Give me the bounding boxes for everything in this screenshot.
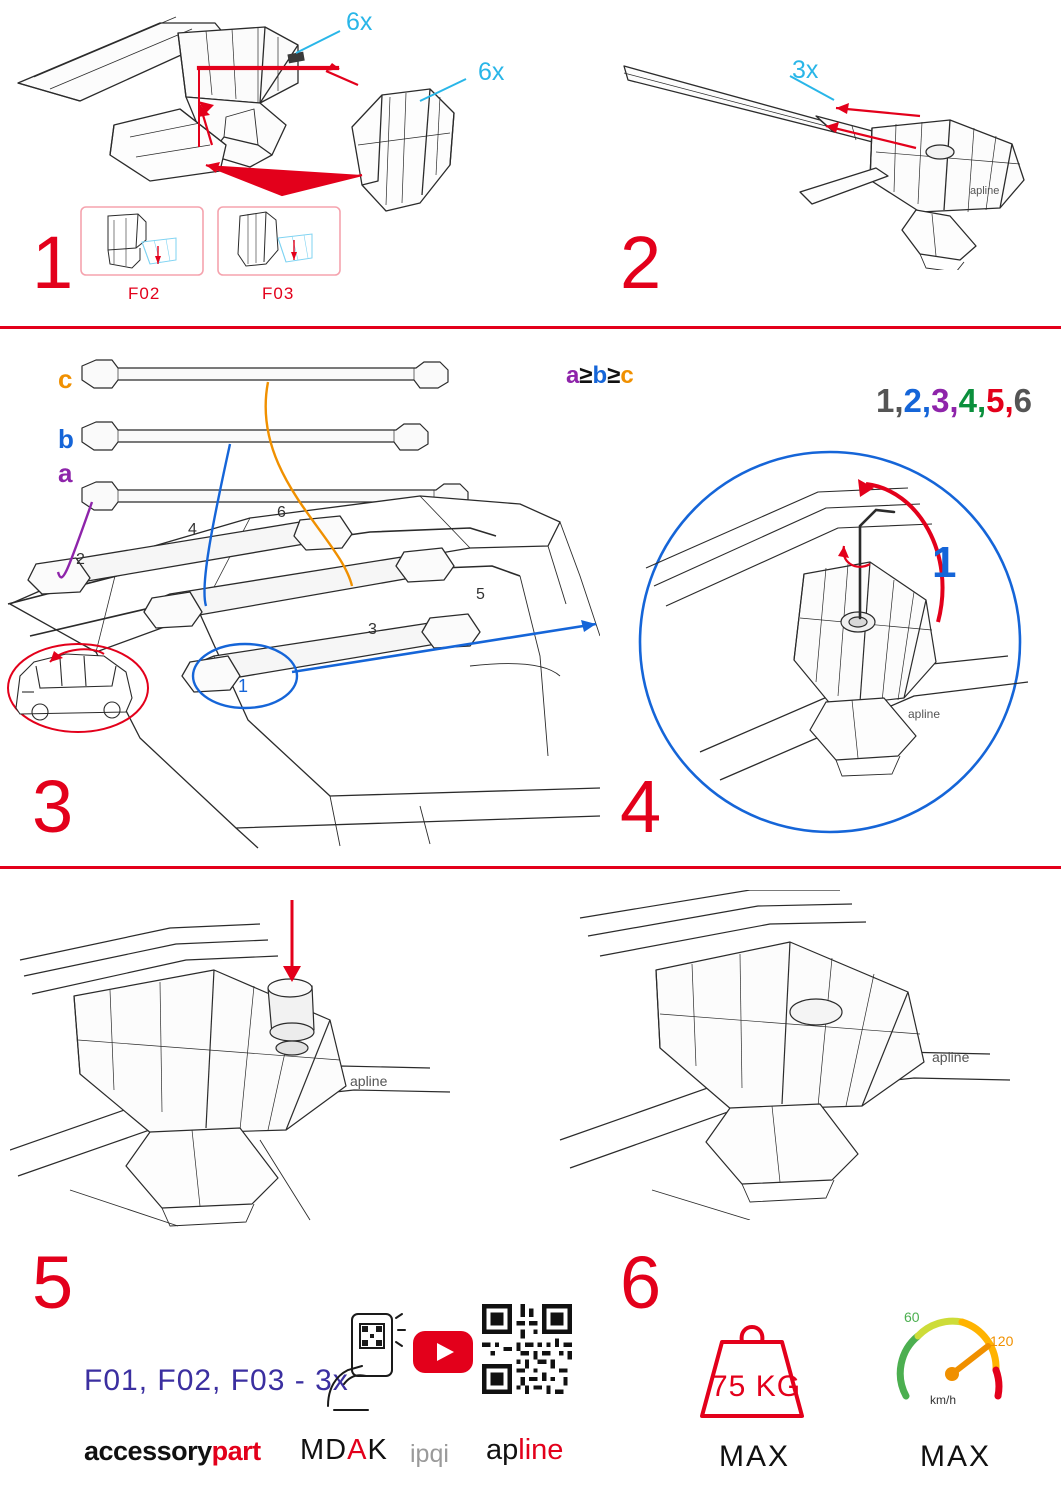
qr-code[interactable] xyxy=(482,1304,572,1394)
brand-ipqi-label: ipqi xyxy=(410,1440,449,1468)
step-number-6: 6 xyxy=(620,1241,660,1324)
kit-code-label: F01, F02, F03 - 3x xyxy=(84,1364,349,1397)
svg-text:60: 60 xyxy=(904,1309,920,1325)
callout-6x-second: 6x xyxy=(478,58,505,86)
step-6-illustration xyxy=(540,890,1040,1220)
brand-apline-b: line xyxy=(518,1434,564,1466)
brand-apline-a: ap xyxy=(486,1434,519,1466)
brand-accessorypart-a: accessory xyxy=(84,1436,212,1466)
brand-apline xyxy=(486,1434,563,1467)
youtube-icon[interactable] xyxy=(412,1330,474,1374)
bar-label-c: c xyxy=(58,364,73,394)
part-label-f03: F03 xyxy=(262,284,295,303)
callout-3x: 3x xyxy=(792,56,819,84)
bar-label-a: a xyxy=(58,458,73,488)
mount-number-4: 4 xyxy=(188,521,197,538)
part-label-f02: F02 xyxy=(128,284,161,303)
row-divider-1 xyxy=(0,326,1061,329)
step-number-1: 1 xyxy=(32,221,72,304)
step-1-part-boxes xyxy=(80,206,342,302)
row-divider-2 xyxy=(0,866,1061,869)
brand-mdak-a: MD xyxy=(300,1434,348,1466)
tightening-sequence: 1,2,3,4,5,6 xyxy=(876,382,1033,419)
step-number-2: 2 xyxy=(620,221,660,304)
svg-text:km/h: km/h xyxy=(930,1393,957,1407)
brand-accessorypart xyxy=(84,1436,261,1467)
max-speed-icon xyxy=(888,1300,1018,1428)
bar-length-rule: a≥b≥c xyxy=(566,362,634,389)
step-number-5: 5 xyxy=(32,1241,72,1324)
brand-mdak xyxy=(300,1434,388,1467)
max-weight-value: 75 KG xyxy=(711,1370,802,1403)
mount-number-1-circled: 1 xyxy=(238,676,249,696)
max-weight-label: MAX xyxy=(719,1440,791,1473)
step-4-illustration xyxy=(608,450,1056,850)
mount-number-6: 6 xyxy=(277,504,286,521)
brand-accessorypart-b: part xyxy=(211,1436,261,1466)
bar-label-b: b xyxy=(58,424,74,454)
brand-ipqi xyxy=(410,1440,449,1469)
svg-text:apline: apline xyxy=(908,707,941,721)
step-2-illustration xyxy=(620,40,1050,270)
max-weight-icon xyxy=(694,1312,810,1424)
step-3-illustration xyxy=(0,336,600,856)
svg-text:apline: apline xyxy=(350,1073,388,1089)
scan-qr-hand-icon xyxy=(322,1310,406,1414)
step-5-illustration xyxy=(10,890,530,1230)
step-number-3: 3 xyxy=(32,765,72,848)
max-speed-label: MAX xyxy=(920,1440,992,1473)
step-4-circle-number: 1 xyxy=(932,538,957,587)
step-number-4: 4 xyxy=(620,765,660,848)
callout-6x-first: 6x xyxy=(346,8,373,36)
svg-text:120: 120 xyxy=(990,1333,1014,1349)
brand-mdak-b: A xyxy=(347,1434,368,1466)
svg-text:apline: apline xyxy=(932,1049,970,1065)
mount-number-3: 3 xyxy=(368,621,377,638)
mount-number-5: 5 xyxy=(476,586,485,603)
svg-text:apline: apline xyxy=(970,185,1000,197)
brand-mdak-c: K xyxy=(367,1434,388,1466)
mount-number-2: 2 xyxy=(76,551,85,568)
